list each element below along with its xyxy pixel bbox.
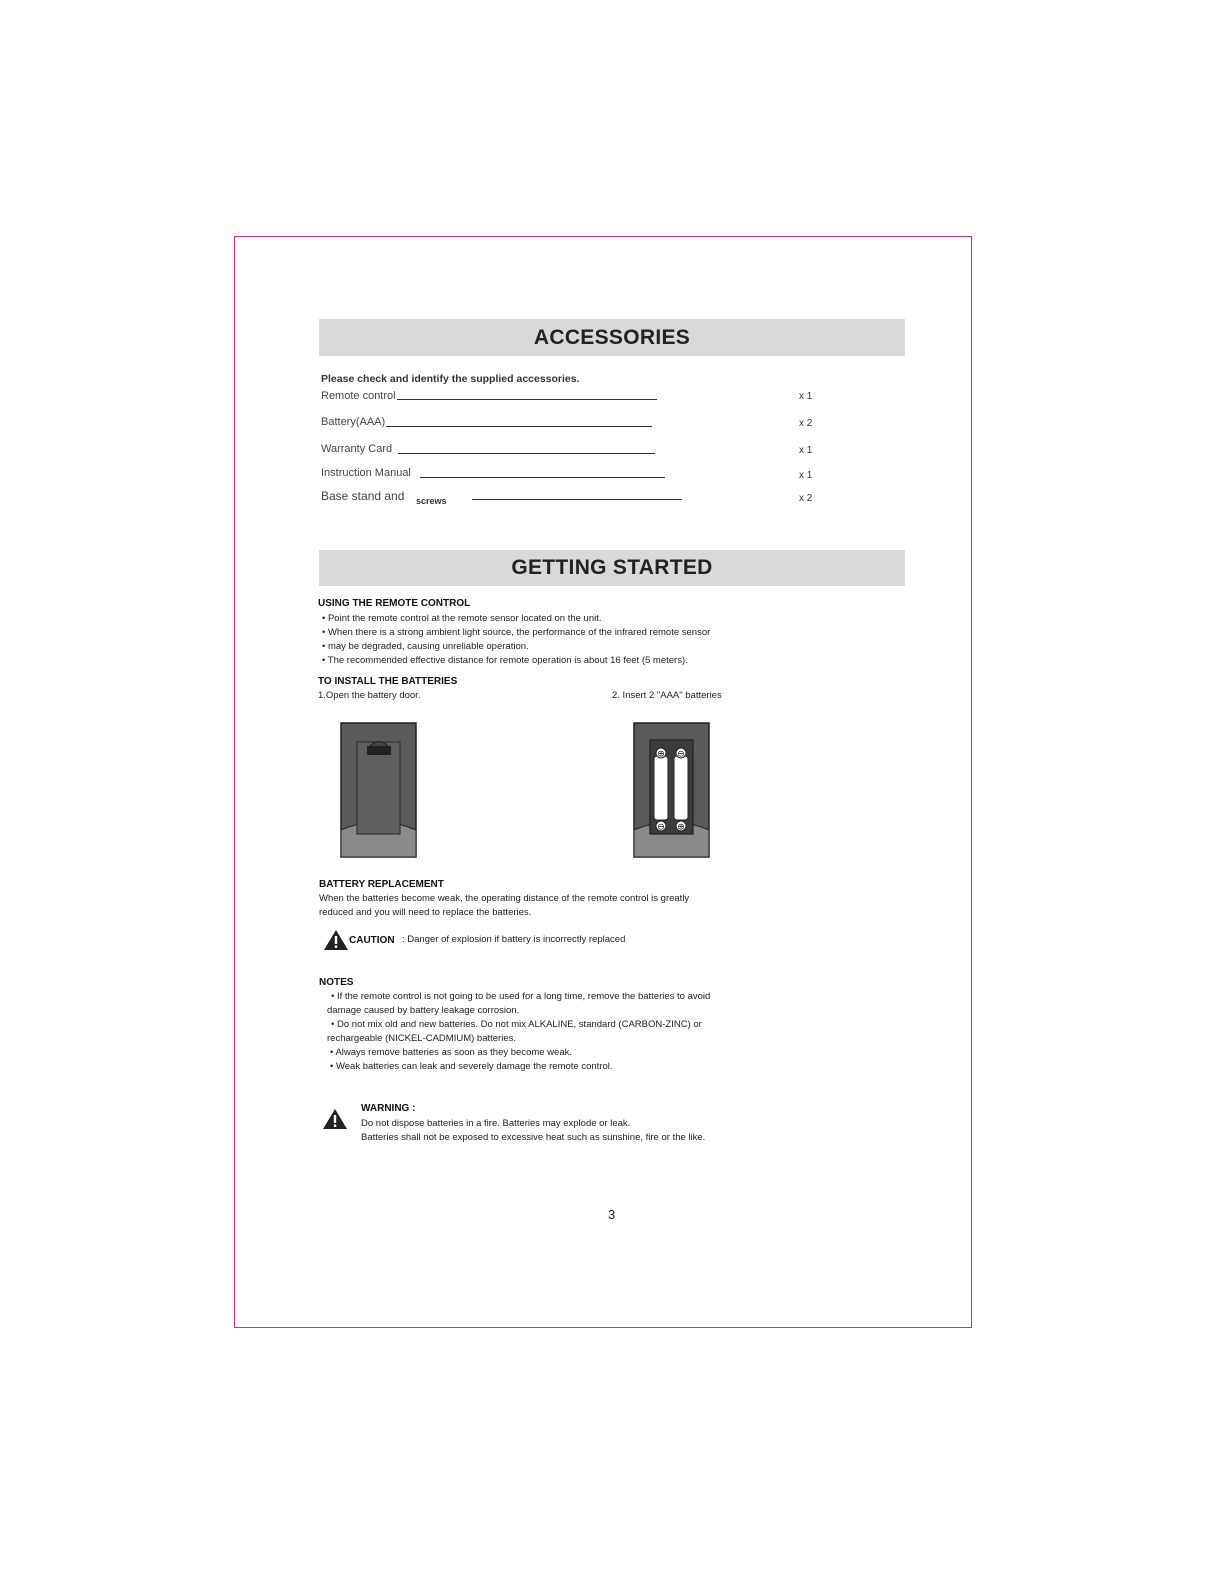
remote-control-bullets (322, 612, 710, 668)
note-text: damage caused by battery leakage corrosion. (327, 1005, 520, 1016)
warning-label: WARNING : (361, 1103, 416, 1114)
install-step-2: 2. Insert 2 "AAA" batteries (612, 690, 722, 701)
paragraph-line: reduced and you will need to replace the batteries. (319, 907, 532, 918)
leader-line (398, 453, 655, 454)
remote-battery-door-closed-illustration (340, 722, 418, 858)
note-text: • Do not mix old and new batteries. Do not mix ALKALINE, standard (CARBON-ZINC) or (331, 1019, 702, 1030)
install-batteries-heading: TO INSTALL THE BATTERIES (318, 676, 458, 687)
accessory-label: Remote control (321, 390, 396, 402)
bullet-text: • may be degraded, causing unreliable operation. (322, 641, 529, 652)
bullet-text: • Point the remote control at the remote sensor located on the unit. (322, 613, 602, 624)
caution-warning-icon (323, 929, 349, 951)
accessories-title: ACCESSORIES (319, 319, 905, 356)
accessory-qty: x 1 (799, 470, 813, 481)
getting-started-title: GETTING STARTED (319, 550, 905, 586)
battery-replacement-heading: BATTERY REPLACEMENT (319, 879, 444, 890)
accessory-label: Instruction Manual (321, 467, 411, 479)
page-number: 3 (608, 1207, 616, 1222)
notes-list (327, 990, 710, 1074)
accessory-label-extra: screws (416, 496, 447, 506)
remote-control-heading: USING THE REMOTE CONTROL (318, 598, 471, 609)
accessory-label: Battery(AAA) (321, 416, 386, 428)
caution-text: : Danger of explosion if battery is incorrectly replaced (402, 934, 626, 945)
leader-line (386, 426, 652, 427)
svg-text:⊖: ⊖ (677, 749, 685, 760)
svg-text:⊕: ⊕ (657, 749, 665, 760)
accessory-qty: x 1 (799, 445, 813, 456)
note-text: • Always remove batteries as soon as they become weak. (330, 1047, 572, 1058)
accessories-intro: Please check and identify the supplied accessories. (321, 373, 580, 385)
leader-line (420, 477, 665, 478)
notes-heading: NOTES (319, 977, 354, 988)
note-text: • Weak batteries can leak and severely damage the remote control. (330, 1061, 613, 1072)
leader-line (472, 499, 682, 500)
bullet-text: • When there is a strong ambient light source, the performance of the infrared remote sensor (322, 627, 711, 638)
note-text: • If the remote control is not going to be used for a long time, remove the batteries to avoid (331, 991, 711, 1002)
battery-replacement-text (319, 892, 689, 920)
bullet-text: • The recommended effective distance for remote operation is about 16 feet (5 meters). (322, 655, 688, 666)
warning-line: Do not dispose batteries in a fire. Batteries may explode or leak. (361, 1118, 631, 1129)
svg-text:⊕: ⊕ (677, 822, 685, 833)
accessory-qty: x 2 (799, 418, 813, 429)
svg-text:⊖: ⊖ (657, 822, 665, 833)
warning-text (361, 1117, 705, 1145)
accessory-qty: x 2 (799, 493, 813, 504)
warning-line: Batteries shall not be exposed to excessive heat such as sunshine, fire or the like. (361, 1132, 706, 1143)
leader-line (397, 399, 657, 400)
accessory-qty: x 1 (799, 391, 813, 402)
accessory-label: Base stand and (321, 489, 405, 503)
remote-batteries-inserted-illustration (633, 722, 711, 858)
paragraph-line: When the batteries become weak, the operating distance of the remote control is greatly (319, 893, 690, 904)
accessory-label: Warranty Card (321, 443, 393, 455)
warning-triangle-icon (322, 1108, 348, 1130)
note-text: rechargeable (NICKEL-CADMIUM) batteries. (327, 1033, 517, 1044)
install-step-1: 1.Open the battery door. (318, 690, 421, 701)
caution-label: CAUTION (349, 935, 395, 946)
